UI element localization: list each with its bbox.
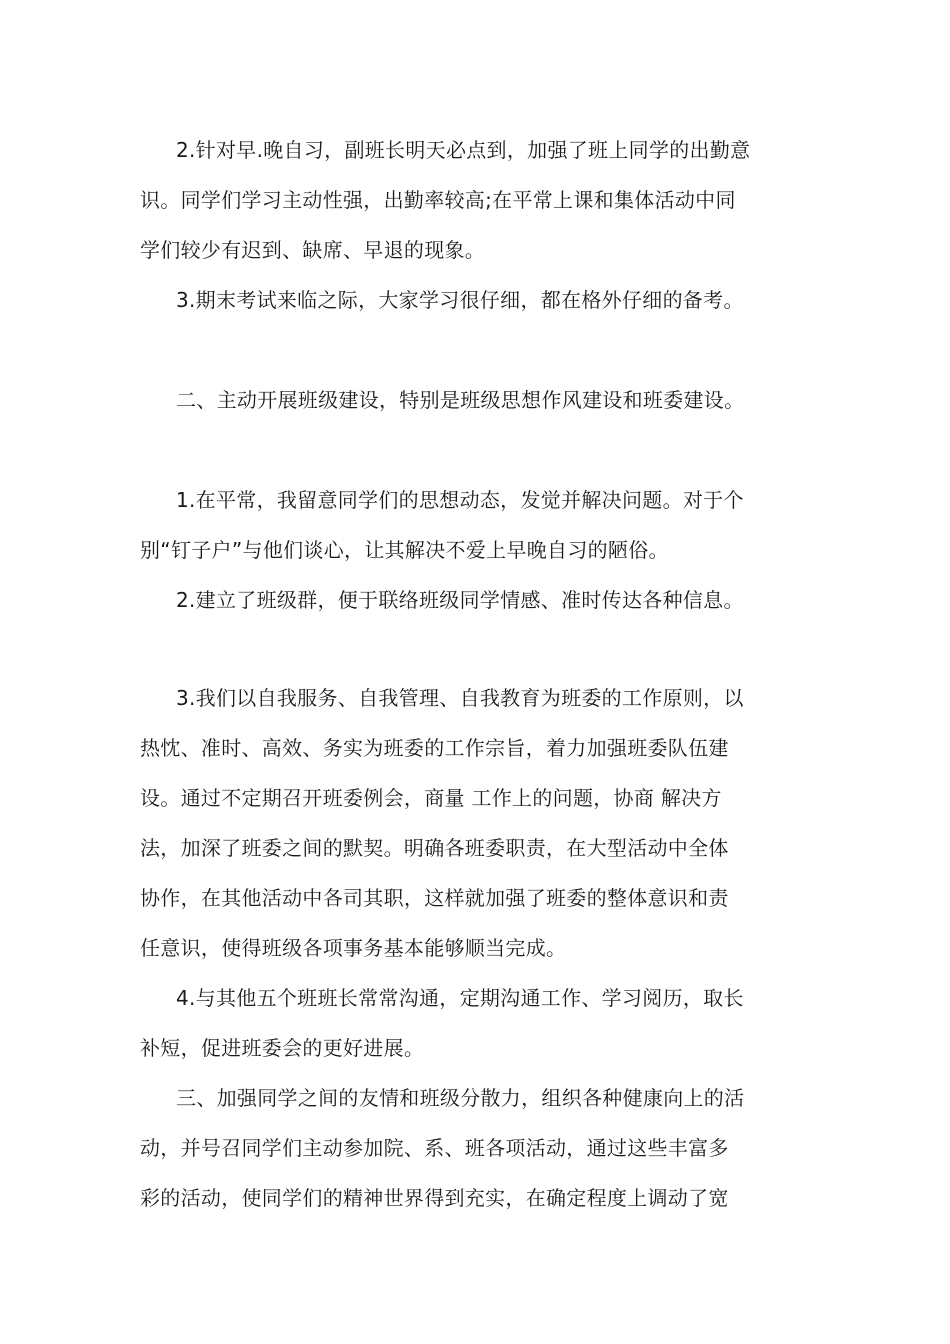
text-line: 学们较少有迟到、缺席、早退的现象。	[140, 238, 486, 262]
text-line: 4.与其他五个班班长常常沟通，定期沟通工作、学习阅历，取长	[176, 986, 744, 1010]
text-line: 设。通过不定期召开班委例会，商量 工作上的问题，协商 解决方	[140, 786, 722, 810]
section-heading: 三、加强同学之间的友情和班级分散力，组织各种健康向上的活	[176, 1086, 745, 1110]
text-line: 2.建立了班级群，便于联络班级同学情感、准时传达各种信息。	[176, 588, 744, 612]
section-heading: 二、主动开展班级建设，特别是班级思想作风建设和班委建设。	[176, 388, 745, 412]
text-line: 识。同学们学习主动性强，出勤率较高;在平常上课和集体活动中同	[140, 188, 736, 212]
text-line: 3.期末考试来临之际，大家学习很仔细，都在格外仔细的备考。	[176, 288, 744, 312]
text-line: 法，加深了班委之间的默契。明确各班委职责，在大型活动中全体	[140, 836, 729, 860]
text-line: 热忱、准时、高效、务实为班委的工作宗旨，着力加强班委队伍建	[140, 736, 729, 760]
text-line: 别“钉子户”与他们谈心，让其解决不爱上早晚自习的陋俗。	[140, 538, 669, 562]
text-line: 动，并号召同学们主动参加院、系、班各项活动，通过这些丰富多	[140, 1136, 729, 1160]
text-line: 任意识，使得班级各项事务基本能够顺当完成。	[140, 936, 567, 960]
text-line: 协作，在其他活动中各司其职，这样就加强了班委的整体意识和责	[140, 886, 729, 910]
text-line: 1.在平常，我留意同学们的思想动态，发觉并解决问题。对于个	[176, 488, 744, 512]
text-line: 3.我们以自我服务、自我管理、自我教育为班委的工作原则，以	[176, 686, 744, 710]
text-line: 补短，促进班委会的更好进展。	[140, 1036, 425, 1060]
text-line: 彩的活动，使同学们的精神世界得到充实，在确定程度上调动了宽	[140, 1186, 729, 1210]
text-line: 2.针对早.晚自习，副班长明天必点到，加强了班上同学的出勤意	[176, 138, 751, 162]
